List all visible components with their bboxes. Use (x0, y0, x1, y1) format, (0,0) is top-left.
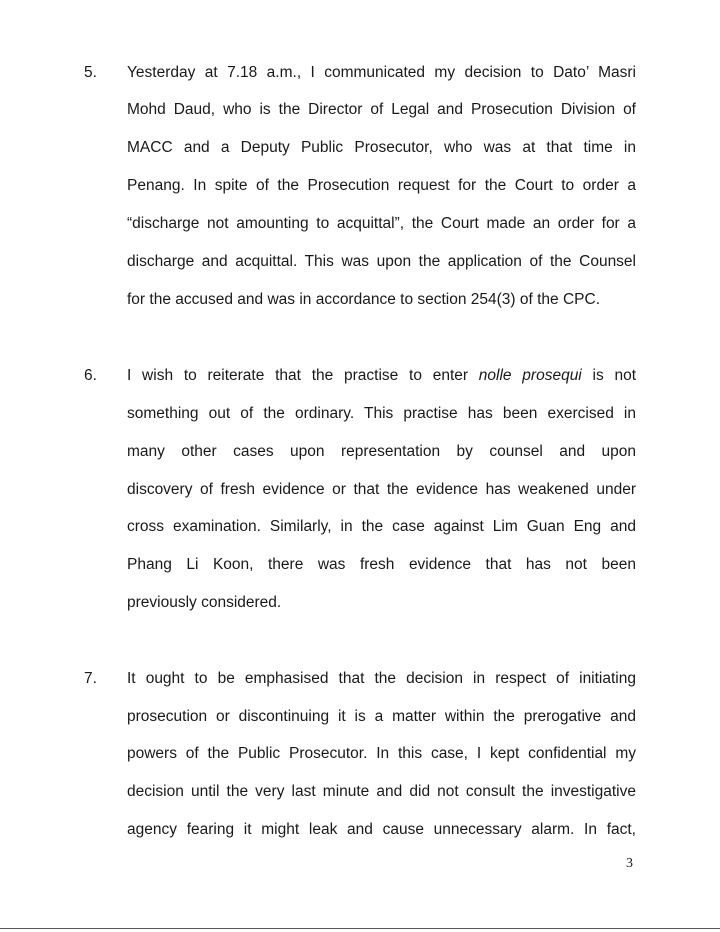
line-text: cross examination. Similarly, in the case against Lim Guan Eng and (127, 518, 636, 535)
line-text: “discharge not amounting to acquittal”, the Court made an order for a (127, 215, 636, 232)
line-text: agency fearing it might leak and cause unnecessary alarm. In fact, (127, 821, 636, 838)
line-text: is not (581, 367, 637, 384)
paragraph-line (127, 100, 636, 120)
paragraph-line (127, 555, 636, 575)
line-text: prosecution or discontinuing it is a matter within the prerogative and (127, 708, 636, 725)
paragraph-line (127, 480, 636, 500)
paragraph-line (127, 176, 636, 196)
line-text: for the accused and was in accordance to section 254(3) of the CPC. (127, 291, 601, 308)
paragraph-line (127, 252, 636, 272)
line-text: previously considered. (127, 594, 282, 611)
paragraph-line (127, 517, 636, 537)
paragraph-line (127, 593, 636, 613)
line-text: Mohd Daud, who is the Director of Legal and Prosecution Division of (127, 101, 636, 118)
paragraph-line (127, 290, 636, 310)
line-text: discovery of fresh evidence or that the evidence has weakened under (127, 481, 636, 498)
line-text: I wish to reiterate that the practise to enter (127, 367, 479, 384)
line-text: Phang Li Koon, there was fresh evidence that has not been (127, 556, 636, 573)
line-text: something out of the ordinary. This practise has been exercised in (127, 405, 636, 422)
paragraph-number: 7. (84, 670, 97, 687)
line-text: It ought to be emphasised that the decision in respect of initiating (127, 670, 636, 687)
page-bottom-divider (0, 928, 720, 929)
paragraph-line (127, 366, 636, 386)
paragraph-line (127, 138, 636, 158)
line-text: discharge and acquittal. This was upon the application of the Counsel (127, 253, 636, 270)
paragraph-line (127, 669, 636, 689)
paragraph-line (127, 782, 636, 802)
paragraph-line (127, 63, 636, 83)
paragraph-line (127, 404, 636, 424)
line-text: decision until the very last minute and did not consult the investigative (127, 783, 636, 800)
italic-term: nolle prosequi (478, 367, 582, 384)
line-text: many other cases upon representation by counsel and upon (127, 443, 636, 460)
paragraph-line (127, 214, 636, 234)
line-text: powers of the Public Prosecutor. In this case, I kept confidential my (127, 745, 636, 762)
paragraph-line (127, 707, 636, 727)
line-text: Yesterday at 7.18 a.m., I communicated my decision to Dato’ Masri (127, 64, 636, 81)
paragraph-line (127, 442, 636, 462)
paragraph-line (127, 744, 636, 764)
page-number: 3 (626, 856, 633, 871)
paragraph-number: 6. (84, 367, 97, 384)
line-text: MACC and a Deputy Public Prosecutor, who was at that time in (127, 139, 636, 156)
paragraph-line (127, 820, 636, 840)
paragraph-number: 5. (84, 64, 97, 81)
line-text: Penang. In spite of the Prosecution request for the Court to order a (127, 177, 636, 194)
